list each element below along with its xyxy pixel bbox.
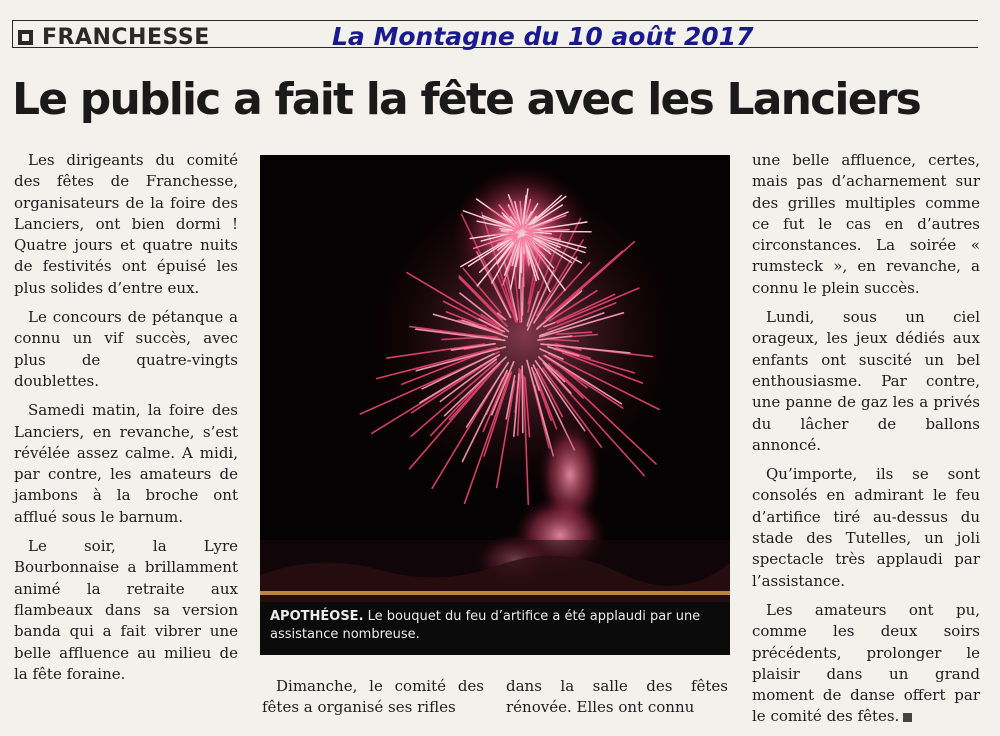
paragraph: Samedi matin, la foire des Lanciers, en revanche, s’est révélée assez calme. A midi, par contre, les amateurs de jambons à la broche ont afflué sous le barnum. bbox=[14, 401, 238, 526]
paragraph: Qu’importe, ils se sont consolés en admirant le feu d’artifice tiré au-dessus du stade des Tutelles, un joli spectacle très applaudi par l’assistance. bbox=[752, 465, 980, 590]
firework-streak bbox=[524, 247, 525, 253]
paragraph: dans la salle des fêtes rénovée. Elles ont connu bbox=[506, 677, 728, 717]
paragraph: Le soir, la Lyre Bourbonnaise a brillamment animé la retraite aux flambeaux dans sa version banda qui a fait vibrer une belle affluence au milieu de la fête foraine. bbox=[14, 537, 238, 683]
section-label: FRANCHESSE bbox=[42, 25, 210, 50]
caption-label: APOTHÉOSE. bbox=[270, 609, 364, 624]
paragraph: Lundi, sous un ciel orageux, les jeux dédiés aux enfants ont suscité un bel enthousiasme. Par contre, une panne de gaz les a privés du lâcher de ballons annoncé. bbox=[752, 308, 980, 454]
section-bullet-icon bbox=[18, 30, 33, 45]
source-label: La Montagne du 10 août 2017 bbox=[332, 22, 754, 51]
photo-caption bbox=[260, 602, 730, 655]
article-column-2 bbox=[262, 676, 484, 727]
paragraph: une belle affluence, certes, mais pas d’acharnement sur des grilles multiples comme ce fut le cas en d’autres circonstances. La soirée « rumsteck », en revanche, a connu le plein succès. bbox=[752, 151, 980, 297]
caption-text: Le bouquet du feu d’artifice a été applaudi par une assistance nombreuse. bbox=[270, 609, 701, 642]
article-column-4 bbox=[752, 150, 980, 736]
paragraph-text: Les amateurs ont pu, comme les deux soirs précédents, prolonger le plaisir dans un grand moment de danse offert par le comité des fêtes. bbox=[752, 600, 980, 726]
firework-streak bbox=[522, 366, 523, 433]
paragraph: Les dirigeants du comité des fêtes de Franchesse, organisateurs de la foire des Lanciers, ont bien dormi ! Quatre jours et quatre nuits de festivités ont épuisé les plus solides d’entre eux. bbox=[14, 151, 238, 297]
end-of-article-icon bbox=[903, 713, 912, 722]
firework-streak bbox=[529, 230, 536, 231]
paragraph: Le concours de pétanque a connu un vif succès, avec plus de quatre-vingts doublettes. bbox=[14, 308, 238, 390]
article-column-3 bbox=[506, 676, 728, 727]
fireworks-image bbox=[260, 155, 730, 602]
paragraph: Dimanche, le comité des fêtes a organisé ses rifles bbox=[262, 677, 484, 717]
article-column-1 bbox=[14, 150, 238, 693]
fireworks-photo bbox=[260, 155, 730, 602]
article-headline: Le public a fait la fête avec les Lanciers bbox=[12, 74, 921, 125]
paragraph bbox=[752, 600, 980, 728]
